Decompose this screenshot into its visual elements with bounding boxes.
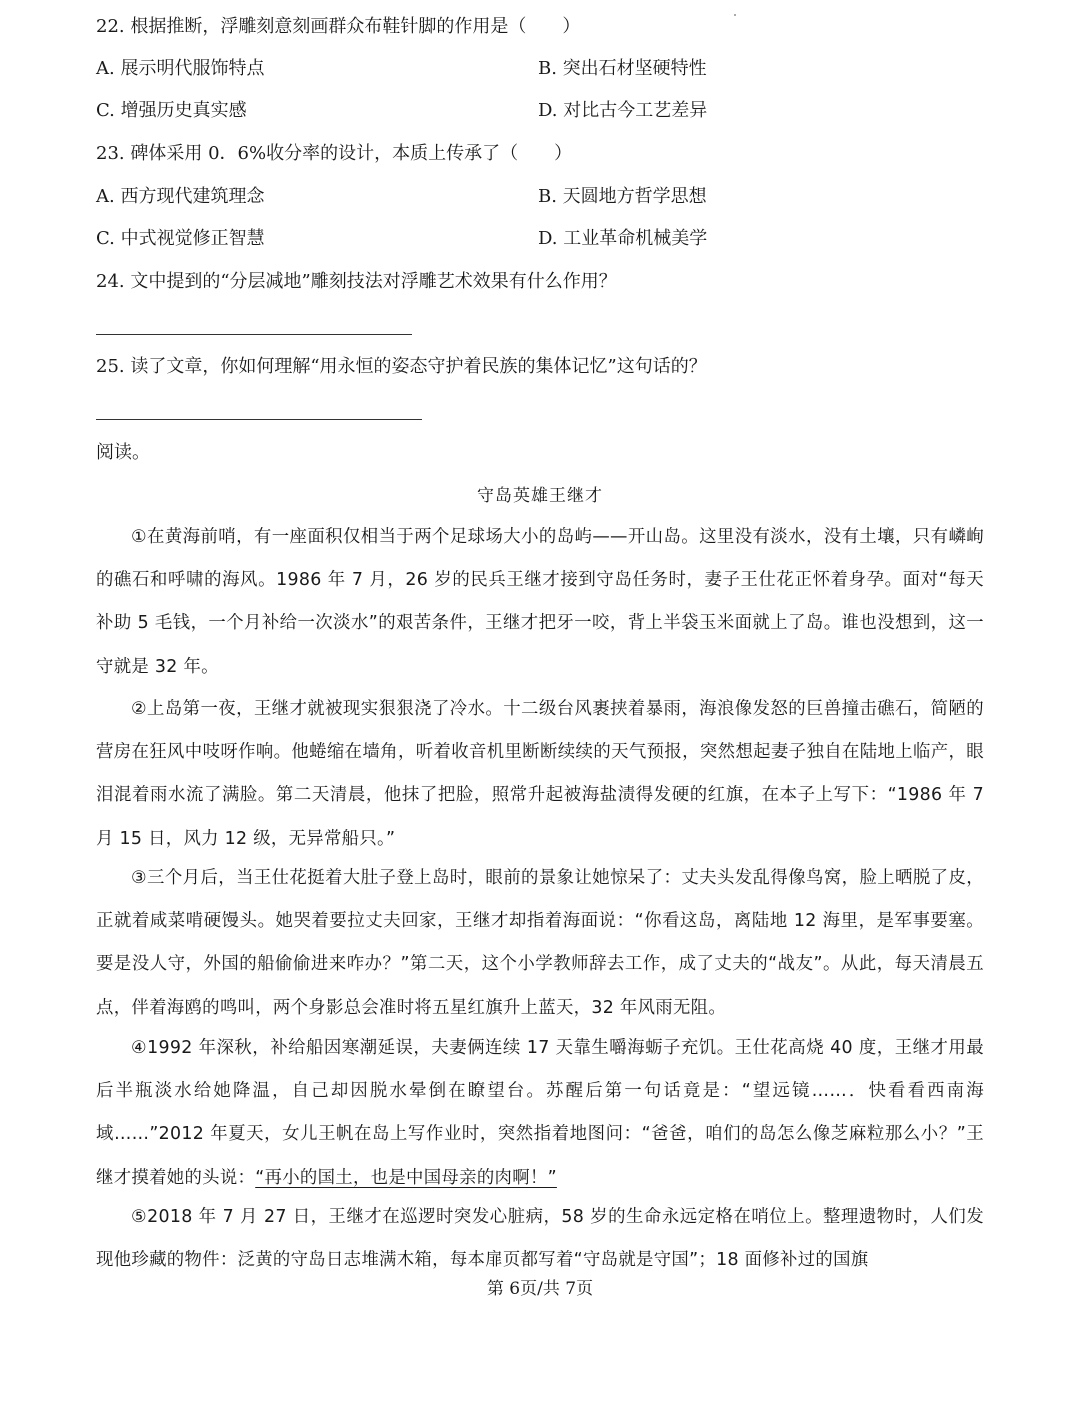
question-22-option-c: C. 增强历史真实感 <box>96 100 247 121</box>
passage-paragraph-2: ②上岛第一夜，王继才就被现实狠狠浇了冷水。十二级台风裹挟着暴雨，海浪像发怒的巨兽撞击礁石，简陋的营房在狂风中吱呀作响。他蜷缩在墙角，听着收音机里断断续续的天气预报，突然想起妻子独自在陆地上临产，眼泪混着雨水流了满脸。第二天清晨，他抹了把脸，照常升起被海盐渍得发硬的红旗，在本子上写下：“1986 年 7 月 15 日，风力 12 级，无异常船只。” <box>96 699 984 849</box>
question-22-option-b: B. 突出石材坚硬特性 <box>538 58 707 79</box>
paragraph-4-text: ④1992 年深秋，补给船因寒潮延误，夫妻俩连续 17 天靠生嚼海蛎子充饥。王仕花高烧 40 度，王继才用最后半瓶淡水给她降温，自己却因脱水晕倒在瞭望台。苏醒后第一句话竟是：“望远镜……．快看看西南海域……”2012 年夏天，女儿王帆在岛上写作业时，突然指着地图问：“爸爸，咱们的岛怎么像芝麻粒那么小？”王继才摸着她的头说： <box>96 1038 984 1188</box>
question-23-stem: 23. 碑体采用 0．6%收分率的设计，本质上传承了（ ） <box>96 143 573 164</box>
passage-paragraph-4 <box>96 1027 984 1200</box>
question-25-answer-line[interactable] <box>96 419 422 420</box>
passage-title: 守岛英雄王继才 <box>477 486 603 506</box>
scan-speck <box>734 14 736 16</box>
page-footer: 第 6页/共 7页 <box>486 1279 594 1299</box>
question-22-option-d: D. 对比古今工艺差异 <box>538 100 708 121</box>
question-24-stem: 24. 文中提到的“分层减地”雕刻技法对浮雕艺术效果有什么作用？ <box>96 271 617 292</box>
question-23-option-d: D. 工业革命机械美学 <box>538 228 708 249</box>
question-25-stem: 25. 读了文章，你如何理解“用永恒的姿态守护着民族的集体记忆”这句话的？ <box>96 356 707 377</box>
question-23-option-a: A. 西方现代建筑理念 <box>96 186 265 207</box>
question-22-stem: 22. 根据推断，浮雕刻意刻画群众布鞋针脚的作用是（ ） <box>96 16 581 37</box>
passage-paragraph-5: ⑤2018 年 7 月 27 日，王继才在巡逻时突发心脏病，58 岁的生命永远定格在哨位上。整理遗物时，人们发现他珍藏的物件：泛黄的守岛日志堆满木箱，每本扉页都写着“守岛就是守国”；18 面修补过的国旗 <box>96 1207 984 1271</box>
question-24-answer-line[interactable] <box>96 334 412 335</box>
passage-paragraph-3: ③三个月后，当王仕花挺着大肚子登上岛时，眼前的景象让她惊呆了：丈夫头发乱得像鸟窝，脸上晒脱了皮，正就着咸菜啃硬馒头。她哭着要拉丈夫回家，王继才却指着海面说：“你看这岛，离陆地 12 海里，是军事要塞。要是没人守，外国的船偷偷进来咋办？”第二天，这个小学教师辞去工作，成了丈夫的“战友”。从此，每天清晨五点，伴着海鸥的鸣叫，两个身影总会准时将五星红旗升上蓝天，32 年风雨无阻。 <box>96 868 984 1018</box>
question-22-option-a: A. 展示明代服饰特点 <box>96 58 265 79</box>
reading-instruction: 阅读。 <box>96 442 150 463</box>
question-23-option-b: B. 天圆地方哲学思想 <box>538 186 707 207</box>
passage-paragraph-1: ①在黄海前哨，有一座面积仅相当于两个足球场大小的岛屿——开山岛。这里没有淡水，没有土壤，只有嶙峋的礁石和呼啸的海风。1986 年 7 月，26 岁的民兵王继才接到守岛任务时，妻子王仕花正怀着身孕。面对“每天补助 5 毛钱，一个月补给一次淡水”的艰苦条件，王继才把牙一咬，背上半袋玉米面就上了岛。谁也没想到，这一守就是 32 年。 <box>96 527 984 677</box>
underlined-quote: “再小的国土，也是中国母亲的肉啊！” <box>255 1167 557 1188</box>
question-23-option-c: C. 中式视觉修正智慧 <box>96 228 265 249</box>
